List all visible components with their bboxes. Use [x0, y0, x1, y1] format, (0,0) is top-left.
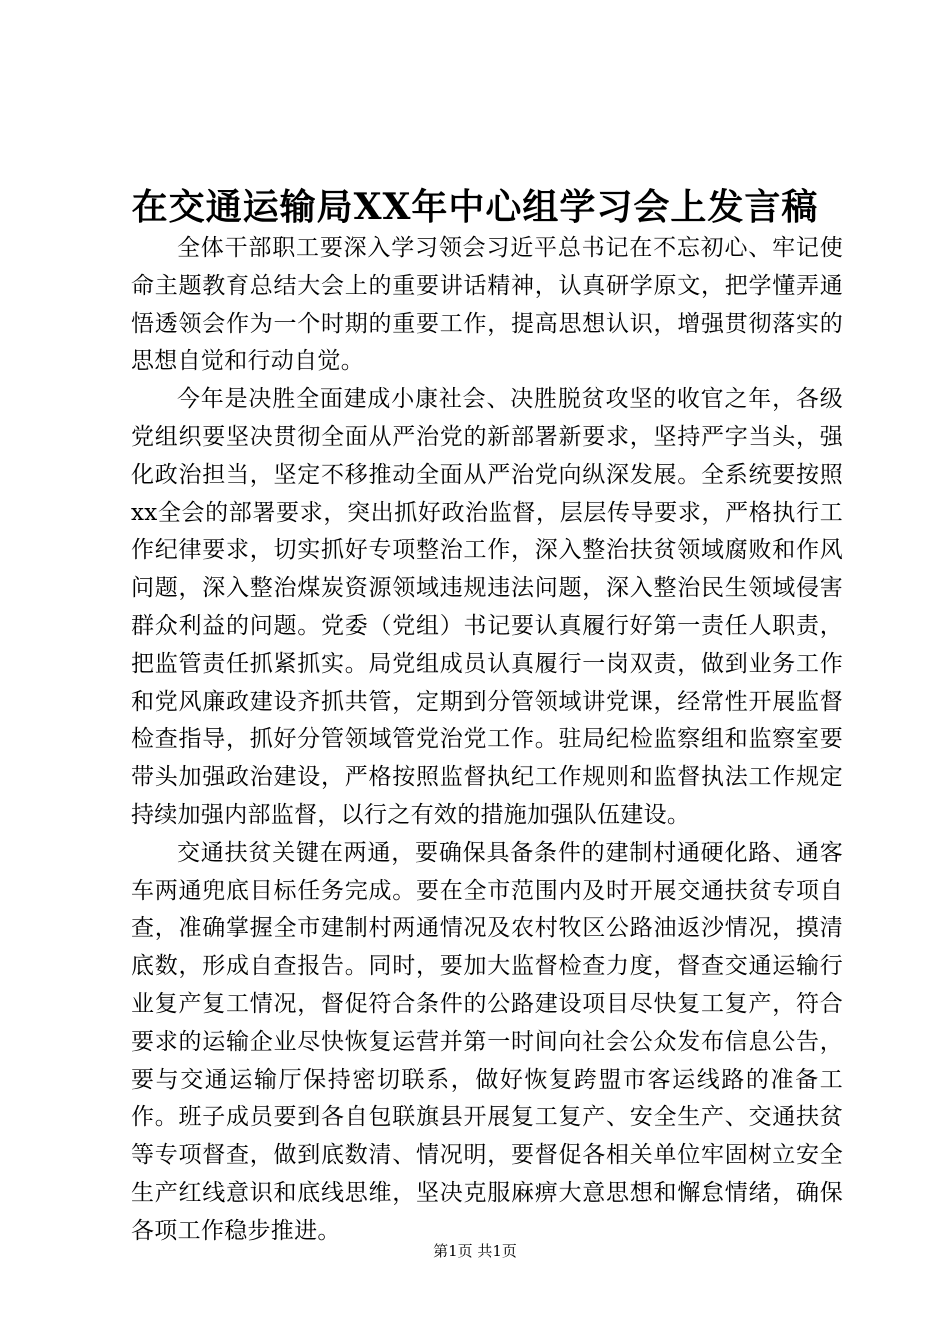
page-footer: 第1页 共1页 [433, 1242, 517, 1260]
paragraph-1: 全体干部职工要深入学习领会习近平总书记在不忘初心、牢记使命主题教育总结大会上的重要讲话精神，认真研学原文，把学懂弄通悟透领会作为一个时期的重要工作，提高思想认识，增强贯彻落实的思想自觉和行动自觉。 [131, 235, 843, 375]
paragraph-3: 交通扶贫关键在两通，要确保具备条件的建制村通硬化路、通客车两通兜底目标任务完成。要在全市范围内及时开展交通扶贫专项自查，准确掌握全市建制村两通情况及农村牧区公路油返沙情况，摸清底数，形成自查报告。同时，要加大监督检查力度，督查交通运输行业复产复工情况，督促符合条件的公路建设项目尽快复工复产，符合要求的运输企业尽快恢复运营并第一时间向社会公众发布信息公告，要与交通运输厅保持密切联系，做好恢复跨盟市客运线路的准备工作。班子成员要到各自包联旗县开展复工复产、安全生产、交通扶贫等专项督查，做到底数清、情况明，要督促各相关单位牢固树立安全生产红线意识和底线思维，坚决克服麻痹大意思想和懈怠情绪，确保各项工作稳步推进。 [131, 839, 843, 1244]
paragraph-2: 今年是决胜全面建成小康社会、决胜脱贫攻坚的收官之年，各级党组织要坚决贯彻全面从严治党的新部署新要求，坚持严字当头，强化政治担当，坚定不移推动全面从严治党向纵深发展。全系统要按照xx全会的部署要求，突出抓好政治监督，层层传导要求，严格执行工作纪律要求，切实抓好专项整治工作，深入整治扶贫领域腐败和作风问题，深入整治煤炭资源领域违规违法问题，深入整治民生领域侵害群众利益的问题。党委（党组）书记要认真履行好第一责任人职责，把监管责任抓紧抓实。局党组成员认真履行一岗双责，做到业务工作和党风廉政建设齐抓共管，定期到分管领域讲党课，经常性开展监督检查指导，抓好分管领域管党治党工作。驻局纪检监察组和监察室要带头加强政治建设，严格按照监督执纪工作规则和监督执法工作规定持续加强内部监督，以行之有效的措施加强队伍建设。 [131, 386, 843, 828]
document-body [131, 230, 843, 1251]
document-title: 在交通运输局XX年中心组学习会上发言稿 [131, 186, 819, 228]
